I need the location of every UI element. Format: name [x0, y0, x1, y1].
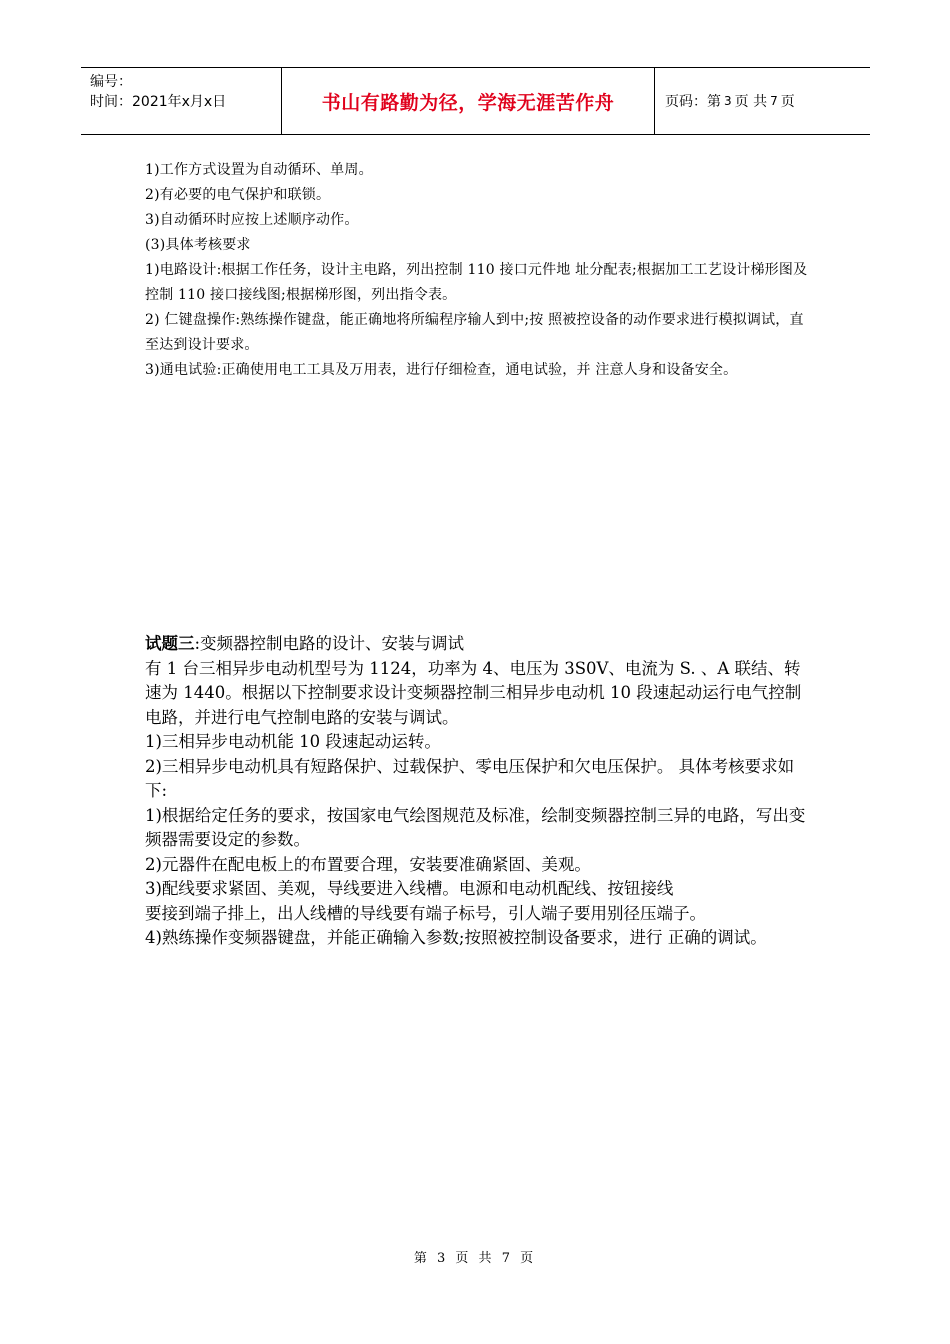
- serial-number-label: 编号：: [90, 74, 132, 90]
- question-paragraph: 4)熟练操作变频器键盘，并能正确输入参数;按照被控制设备要求，进行 正确的调试。: [145, 928, 767, 947]
- question-three-section: [145, 632, 810, 951]
- header-motto-cell: [282, 68, 655, 134]
- requirements-section: [145, 158, 810, 383]
- requirement-line: 1)工作方式设置为自动循环、单周。: [145, 162, 373, 178]
- header-info-cell: [81, 68, 282, 134]
- page-header: [81, 67, 870, 135]
- question-paragraph: 3)配线要求紧固、美观，导线要进入线槽。电源和电动机配线、按钮接线: [145, 879, 674, 898]
- page-prefix: 页码：第: [665, 94, 721, 110]
- requirement-line: 2)有必要的电气保护和联锁。: [145, 187, 331, 203]
- question-title: [145, 632, 810, 657]
- question-paragraph: 2)三相异步电动机具有短路保护、过载保护、零电压保护和欠电压保护。 具体考核要求如下:: [145, 756, 795, 800]
- question-paragraph: 1)根据给定任务的要求，按国家电气绘图规范及标准，绘制变频器控制三异的电路，写出变频器需要设定的参数。: [145, 805, 806, 849]
- question-title-rest: :变频器控制电路的设计、安装与调试: [194, 634, 465, 653]
- date-line: 时间：2021年x月x日: [90, 94, 227, 110]
- header-page-cell: [655, 68, 870, 134]
- page-current: 3: [724, 94, 732, 108]
- requirement-line: 1)电路设计:根据工作任务，设计主电路，列出控制 110 接口元件地 址分配表;根据加工工艺设计梯形图及控制 110 接口接线图;根据梯形图，列出指令表。: [145, 262, 808, 303]
- question-paragraph: 要接到端子排上，出人线槽的导线要有端子标号，引人端子要用别径压端子。: [145, 903, 706, 923]
- page-suffix: 页: [780, 94, 795, 110]
- page-total: 7: [770, 94, 778, 108]
- requirement-line: 3)自动循环时应按上述顺序动作。: [145, 212, 359, 228]
- page-middle: 页 共: [734, 94, 768, 110]
- question-paragraph: 1)三相异步电动机能 10 段速起动运转。: [145, 732, 441, 751]
- page-footer: 第 3 页 共 7 页: [413, 1251, 537, 1266]
- question-paragraph: 2)元器件在配电板上的布置要合理，安装要准确紧固、美观。: [145, 854, 591, 874]
- requirement-line: 3)通电试验:正确使用电工工具及万用表，进行仔细检查，通电试验，并 注意人身和设备安全。: [145, 362, 738, 378]
- requirement-line: 2) 仁键盘操作:熟练操作键盘，能正确地将所编程序输人到中;按 照被控设备的动作要求进行模拟调试，直至达到设计要求。: [145, 312, 804, 353]
- motto-text: 书山有路勤为径，学海无涯苦作舟: [321, 91, 615, 114]
- question-title-bold: 试题三: [145, 634, 195, 653]
- question-paragraph: 有 1 台三相异步电动机型号为 1124，功率为 4、电压为 3S0V、电流为 S. 、A 联结、转速为 1440。根据以下控制要求设计变频器控制三相异步电动机 10 段速起动运行电气控制电路，并进行电气控制电路的安装与调试。: [145, 658, 802, 727]
- requirement-heading: (3)具体考核要求: [145, 237, 251, 253]
